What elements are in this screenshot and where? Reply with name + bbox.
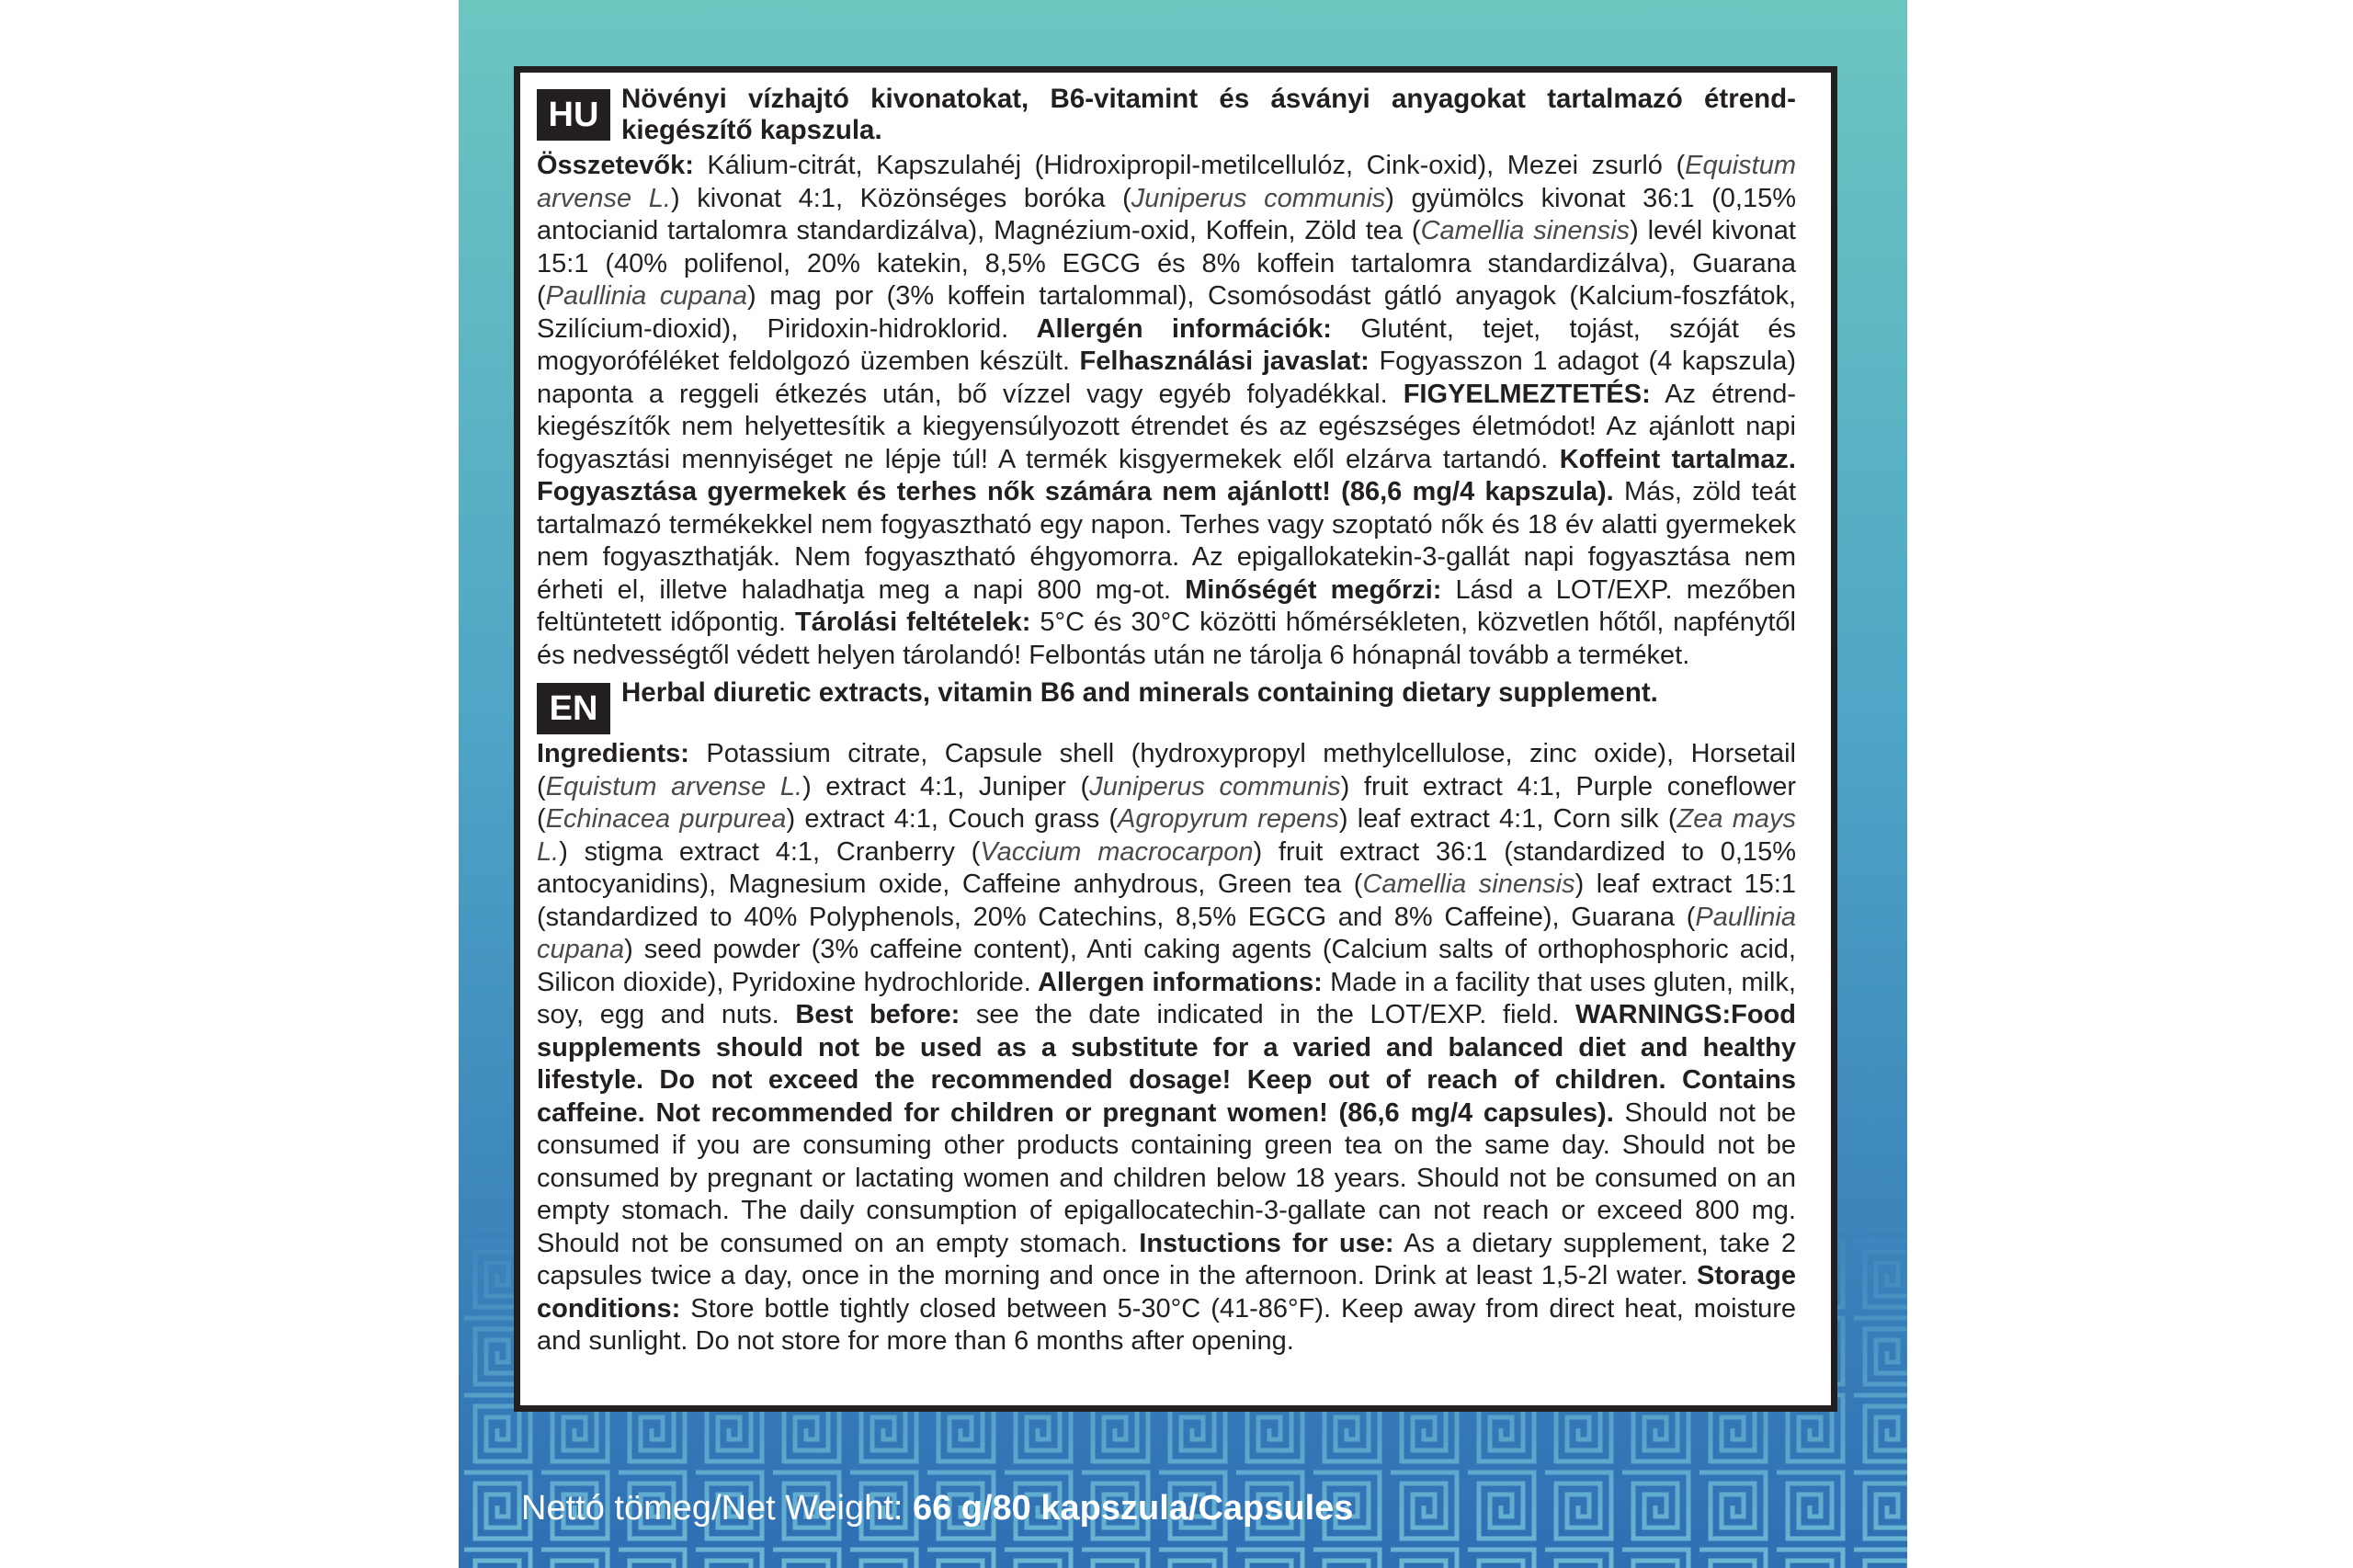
hu-storage-label: Tárolási feltételek: — [786, 608, 1031, 637]
hu-best-before-text: Lásd a LOT/EXP. mezőben feltüntetett időpontig. — [537, 574, 1796, 637]
en-ingredients-text: ) extract 4:1, Couch grass ( — [786, 804, 1119, 834]
hu-allergen-label: Allergén információk: — [1008, 313, 1332, 344]
en-agropyrum-name: Agropyrum repens — [1118, 804, 1339, 834]
en-usage-label: Instuctions for use: — [1128, 1228, 1394, 1258]
en-warning-bold-text: Food supplements should not be used as a substitute for a varied and balanced diet and healthy lifestyle. Do not exceed the recommended dosage! Keep out of reach of children. Contains caffeine. Not recommended for children or pregnant women! (86,6 mg/4 capsules). — [537, 1000, 1796, 1128]
hu-ingredients-text: ) levél kivonat 15:1 (40% polifenol, 20% katekin, 8,5% EGCG és 8% koffein tartalomra standardizálva), Guarana ( — [537, 216, 1796, 311]
en-warning-label: WARNINGS: — [1559, 1000, 1732, 1029]
net-weight — [521, 1489, 1353, 1528]
en-title: Herbal diuretic extracts, vitamin B6 and minerals containing dietary supplement. — [621, 677, 1658, 708]
hu-ingredients-text: ) gyümölcs kivonat 36:1 (0,15% antocianid tartalomra standardizálva), Magnézium-oxid, Koffein, Zöld tea ( — [537, 183, 1796, 245]
en-juniperus-name: Juniperus communis — [1089, 771, 1341, 801]
en-language-badge: EN — [537, 683, 610, 734]
en-best-before-text: see the date indicated in the LOT/EXP. field. — [960, 1000, 1560, 1029]
hu-title: Növényi vízhajtó kivonatokat, B6-vitamint és ásványi anyagokat tartalmazó étrend-kiegészítő kapszula. — [621, 84, 1796, 145]
en-vaccinium-name: Vaccium macrocarpon — [980, 836, 1254, 867]
hu-best-before-label: Minőségét megőrzi: — [1170, 574, 1442, 605]
en-body — [537, 738, 1796, 1358]
hu-allergen-text: Glutént, tejet, tojást, szóját és mogyoróféléket feldolgozó üzemben készült. — [537, 313, 1796, 376]
net-weight-value: 66 g/80 kapszula/Capsules — [912, 1489, 1354, 1528]
en-echinacea-name: Echinacea purpurea — [545, 804, 787, 834]
en-storage-label: Storage conditions: — [537, 1261, 1796, 1324]
en-allergen-text: Made in a facility that uses gluten, milk, soy, egg and nuts. — [537, 967, 1796, 1029]
en-ingredients-text: Potassium citrate, Capsule shell (hydroxypropyl methylcellulose, zinc oxide), Horsetail ( — [537, 739, 1796, 801]
hu-paullinia-name: Paullinia cupana — [545, 281, 747, 311]
hu-language-badge: HU — [537, 89, 610, 141]
en-ingredients-label: Ingredients: — [537, 739, 689, 768]
en-ingredients-text: ) leaf extract 4:1, Corn silk ( — [1338, 804, 1677, 834]
en-ingredients-text: ) extract 4:1, Juniper ( — [802, 771, 1090, 801]
hu-storage-text: 5°C és 30°C közötti hőmérsékleten, közvetlen hőtől, napfénytől és nedvességtől védett helyen tárolandó! Felbontás után ne tárolja 6 hónapnál tovább a terméket. — [537, 608, 1797, 670]
hu-caffeine-warning: Koffeint tartalmaz. Fogyasztása gyermekek és terhes nők számára nem ajánlott! (86,6 mg/4 kapszula). — [537, 444, 1796, 506]
en-allergen-label: Allergen informations: — [1030, 967, 1323, 997]
en-storage-text: Store bottle tightly closed between 5-30°C (41-86°F). Keep away from direct heat, moisture and sunlight. Do not store for more than 6 months after opening. — [537, 1293, 1796, 1356]
hu-juniperus-name: Juniperus communis — [1131, 183, 1386, 213]
hu-usage-label: Felhasználási javaslat: — [1069, 347, 1370, 376]
hu-caffeine-text: Más, zöld teát tartalmazó termékekkel nem fogyasztható egy napon. Terhes vagy szoptató nők és 18 év alatti gyermekek nem fogyaszthatják. Nem fogyasztható éhgyomorra. Az epigallokatekin-3-gallát napi fogyasztása nem érheti el, illetve haladhatja meg a napi 800 mg-ot. — [537, 477, 1796, 605]
en-ingredients-text: ) stigma extract 4:1, Cranberry ( — [559, 836, 981, 867]
hu-ingredients-text: ) mag por (3% koffein tartalommal), Csomósodást gátló anyagok (Kalcium-foszfátok, Szilícium-dioxid), Piridoxin-hidroklorid. — [537, 281, 1797, 344]
en-usage-text: As a dietary supplement, take 2 capsules twice a day, once in the morning and once in the afternoon. Drink at least 1,5-2l water. — [537, 1228, 1796, 1290]
hu-camellia-name: Camellia sinensis — [1420, 216, 1631, 245]
product-label — [459, 0, 1907, 1568]
en-equisetum-name: Equistum arvense L. — [545, 771, 803, 801]
text-panel — [514, 66, 1837, 1412]
hu-header — [537, 84, 1796, 146]
en-best-before-label: Best before: — [779, 1000, 961, 1029]
en-camellia-name: Camellia sinensis — [1362, 869, 1575, 899]
en-ingredients-text: ) fruit extract 4:1, Purple coneflower ( — [537, 771, 1796, 834]
en-ingredients-text: ) seed powder (3% caffeine content), Anti caking agents (Calcium salts of orthophosphoric acid, Silicon dioxide), Pyridoxine hydrochloride. — [537, 935, 1796, 997]
en-ingredients-text: ) leaf extract 15:1 (standardized to 40% Polyphenols, 20% Catechins, 8,5% EGCG and 8% Caffeine), Guarana ( — [537, 869, 1796, 932]
hu-ingredients-text: ) kivonat 4:1, Közönséges boróka ( — [670, 183, 1131, 213]
hu-usage-text: Fogyasszon 1 adagot (4 kapszula) naponta a reggeli étkezés után, bő vízzel vagy egyéb folyadékkal. — [537, 347, 1796, 409]
en-ingredients-text: ) fruit extract 36:1 (standardized to 0,15% antocyanidins), Magnesium oxide, Caffeine anhydrous, Green tea ( — [537, 836, 1796, 899]
en-paullinia-name: Paullinia cupana — [537, 902, 1796, 964]
en-header — [537, 677, 1796, 734]
hu-equisetum-name: Equistum arvense L. — [537, 151, 1796, 213]
net-weight-label: Nettó tömeg/Net Weight: — [521, 1489, 913, 1528]
en-warning-text: Should not be consumed if you are consuming other products containing green tea on the same day. Should not be consumed by pregnant or lactating women and children below 18 years. Should not be consumed on an empty stomach. The daily consumption of epigallocatechin-3-gallate can not reach or exceed 800 mg. Should not be consumed on an empty stomach. — [537, 1097, 1796, 1258]
hu-warning-text: Az étrend-kiegészítők nem helyettesítik a kiegyensúlyozott étrendet és az egészséges életmódot! Az ajánlott napi fogyasztási mennyiséget ne lépje túl! A termék kisgyermekek elől elzárva tartandó. — [537, 379, 1796, 474]
hu-ingredients-text: Kálium-citrát, Kapszulahéj (Hidroxipropil-metilcellulóz, Cink-oxid), Mezei zsurló ( — [693, 151, 1686, 180]
en-zea-name: Zea mays L. — [537, 804, 1796, 867]
hu-ingredients-label: Összetevők: — [537, 151, 694, 180]
hu-warning-label: FIGYELMEZTETÉS: — [1387, 379, 1651, 409]
hu-body — [537, 150, 1796, 672]
